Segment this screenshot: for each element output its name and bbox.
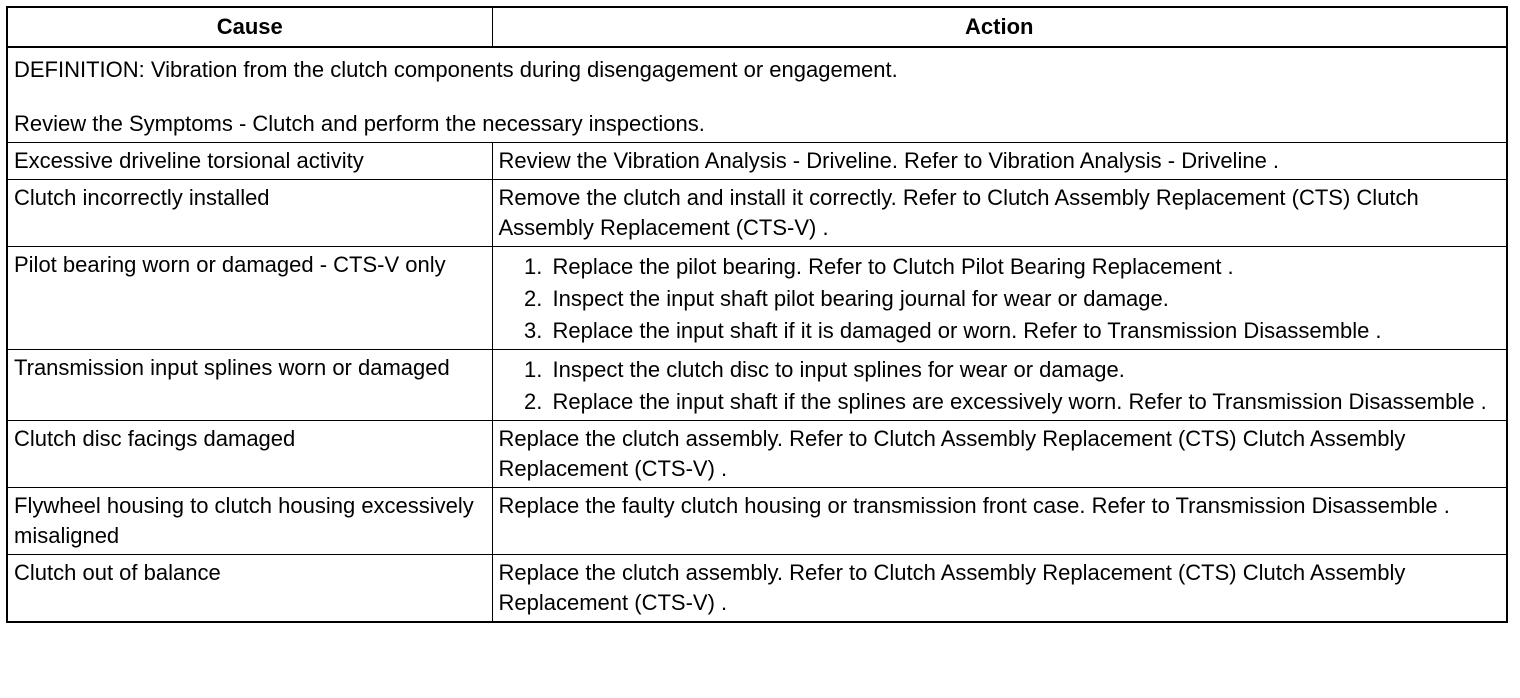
cause-cell: Transmission input splines worn or damaged xyxy=(7,350,492,421)
action-cell: Remove the clutch and install it correctly. Refer to Clutch Assembly Replacement (CTS) Clutch Assembly Replacement (CTS-V) . xyxy=(492,180,1507,247)
action-cell xyxy=(492,247,1507,350)
cause-cell: Clutch disc facings damaged xyxy=(7,421,492,488)
table-row xyxy=(7,488,1507,555)
action-cell: Replace the clutch assembly. Refer to Clutch Assembly Replacement (CTS) Clutch Assembly Replacement (CTS-V) . xyxy=(492,555,1507,623)
diagnostic-table xyxy=(6,6,1508,623)
cause-column-header: Cause xyxy=(7,7,492,47)
definition-cell xyxy=(7,47,1507,143)
action-steps-list xyxy=(499,251,1500,347)
action-column-header: Action xyxy=(492,7,1507,47)
table-row xyxy=(7,180,1507,247)
cause-cell: Flywheel housing to clutch housing excessively misaligned xyxy=(7,488,492,555)
cause-cell: Pilot bearing worn or damaged - CTS-V only xyxy=(7,247,492,350)
action-step: 1. Replace the pilot bearing. Refer to Clutch Pilot Bearing Replacement . xyxy=(549,251,1500,283)
action-cell: Replace the clutch assembly. Refer to Clutch Assembly Replacement (CTS) Clutch Assembly Replacement (CTS-V) . xyxy=(492,421,1507,488)
table-row xyxy=(7,421,1507,488)
action-steps-list xyxy=(499,354,1500,418)
cause-cell: Clutch incorrectly installed xyxy=(7,180,492,247)
header-row xyxy=(7,7,1507,47)
action-step: 1. Inspect the clutch disc to input splines for wear or damage. xyxy=(549,354,1500,386)
action-step: 2. Inspect the input shaft pilot bearing journal for wear or damage. xyxy=(549,283,1500,315)
table-row xyxy=(7,247,1507,350)
review-symptoms-text: Review the Symptoms - Clutch and perform the necessary inspections. xyxy=(14,111,705,136)
definition-text: DEFINITION: Vibration from the clutch components during disengagement or engagement. xyxy=(14,57,898,82)
diagnostic-table-container xyxy=(6,6,1506,623)
action-cell: Replace the faulty clutch housing or transmission front case. Refer to Transmission Disassemble . xyxy=(492,488,1507,555)
action-step: 2. Replace the input shaft if the splines are excessively worn. Refer to Transmission Disassemble . xyxy=(549,386,1500,418)
cause-cell: Clutch out of balance xyxy=(7,555,492,623)
definition-row xyxy=(7,47,1507,143)
table-row xyxy=(7,555,1507,623)
action-step: 3. Replace the input shaft if it is damaged or worn. Refer to Transmission Disassemble . xyxy=(549,315,1500,347)
cause-cell: Excessive driveline torsional activity xyxy=(7,143,492,180)
action-cell xyxy=(492,350,1507,421)
action-cell: Review the Vibration Analysis - Driveline. Refer to Vibration Analysis - Driveline . xyxy=(492,143,1507,180)
table-row xyxy=(7,350,1507,421)
table-row xyxy=(7,143,1507,180)
